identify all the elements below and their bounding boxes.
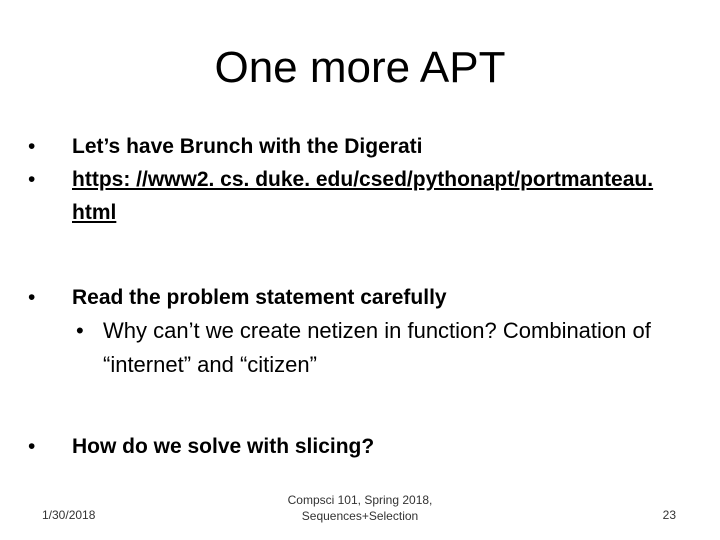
bullet-item bbox=[28, 163, 698, 229]
bullet-item bbox=[28, 430, 698, 463]
sub-bullet-text: Why can’t we create netizen in function? Combination of “internet” and “citizen” bbox=[103, 318, 651, 377]
slide-title: One more APT bbox=[214, 43, 506, 92]
footer-page-number: 23 bbox=[662, 508, 676, 522]
bullet-item bbox=[28, 281, 698, 314]
bullet-dot: • bbox=[28, 286, 36, 309]
bullet-text: Let’s have Brunch with the Digerati bbox=[72, 135, 423, 158]
bullet-dot: • bbox=[28, 135, 36, 158]
bullet-dot: • bbox=[28, 435, 36, 458]
bullet-text: How do we solve with slicing? bbox=[72, 435, 375, 458]
bullet-item bbox=[28, 130, 698, 163]
problem-link[interactable]: https: //www2. cs. duke. edu/csed/pythonapt/portmanteau. html bbox=[72, 168, 654, 224]
bullet-dot: • bbox=[28, 168, 36, 191]
bullet-text: Read the problem statement carefully bbox=[72, 286, 447, 309]
bullet-list bbox=[28, 130, 698, 463]
sub-bullet-item bbox=[28, 314, 698, 382]
bullet-dot: • bbox=[76, 318, 84, 343]
footer-course: Compsci 101, Spring 2018, Sequences+Selection bbox=[287, 493, 433, 523]
footer-date: 1/30/2018 bbox=[42, 508, 96, 522]
